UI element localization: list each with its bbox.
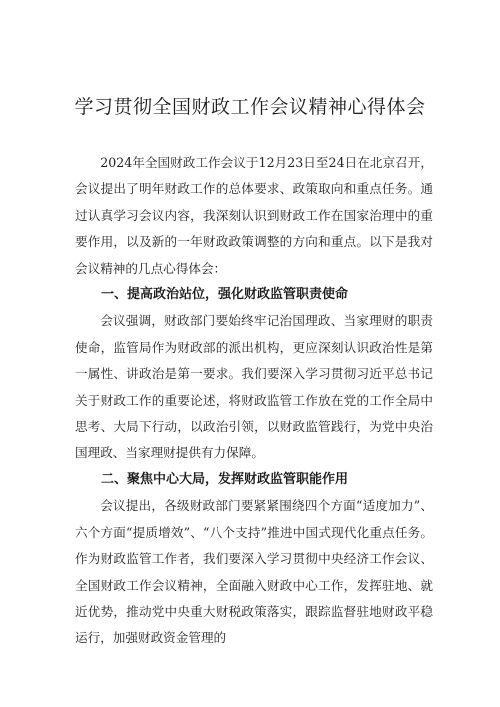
- intro-paragraph: 2024年全国财政工作会议于12月23日至24日在北京召开，会议提出了明年财政工作的总体要求、政策取向和重点任务。通过认真学习会议内容，我深刻认识到财政工作在国家治理中的重要作用，以及新的一年财政政策调整的方向和重点。以下是我对会议精神的几点心得体会：: [75, 155, 433, 276]
- document-title: 学习贯彻全国财政工作会议精神心得体会: [74, 96, 426, 118]
- section-heading-2: 二、聚焦中心大局，发挥财政监管职能作用: [101, 471, 349, 487]
- section-heading-1: 一、提高政治站位，强化财政监管职责使命: [101, 287, 349, 303]
- document-body: [75, 150, 433, 652]
- section-body-1: 会议强调，财政部门要始终牢记治国理政、当家理财的职责使命，监管局作为财政部的派出机构，更应深刻认识政治性是第一属性、讲政治是第一要求。我们要深入学习贯彻习近平总书记关于财政工作的重要论述，将财政监管工作放在党的工作全局中思考、大局下行动，以政治引领，以财政监管践行，为党中央治国理政、当家理财提供有力保障。: [75, 313, 433, 461]
- section-body-2: 会议提出，各级财政部门要紧紧围绕四个方面“适度加力”、六个方面“提质增效”、“八个支持”推进中国式现代化重点任务。作为财政监管工作者，我们要深入学习贯彻中央经济工作会议、全国财政工作会议精神，全面融入财政中心工作，发挥驻地、就近优势，推动党中央重大财税政策落实，跟踪监督驻地财政平稳运行，加强财政资金管理的: [75, 498, 433, 646]
